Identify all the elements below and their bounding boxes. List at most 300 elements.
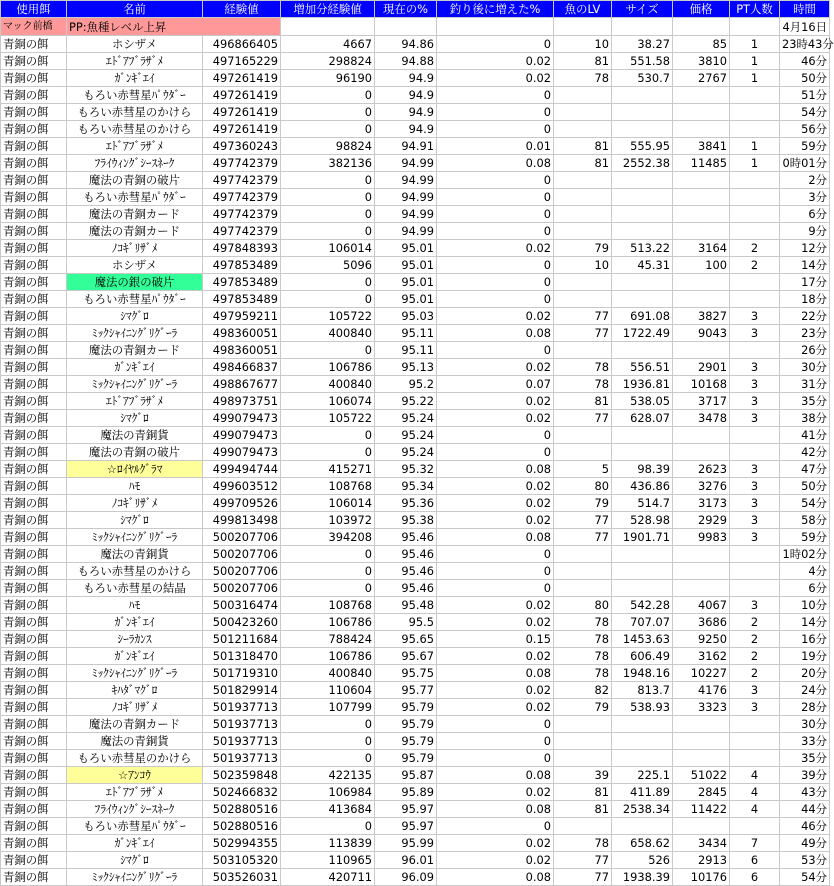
time-cell: 19分 bbox=[780, 648, 830, 665]
exp-cell: 499494744 bbox=[203, 461, 281, 478]
bait-cell: 青銅の餌 bbox=[1, 648, 67, 665]
exp-gain-cell: 420711 bbox=[281, 869, 375, 886]
size-cell: 538.93 bbox=[612, 699, 673, 716]
current-pct-cell: 95.46 bbox=[375, 529, 437, 546]
price-cell bbox=[673, 444, 730, 461]
price-cell: 10168 bbox=[673, 376, 730, 393]
current-pct-cell: 94.99 bbox=[375, 206, 437, 223]
exp-gain-cell: 98824 bbox=[281, 138, 375, 155]
table-row bbox=[1, 206, 830, 223]
time-cell: 44分 bbox=[780, 801, 830, 818]
fish-lv-cell: 10 bbox=[554, 36, 612, 53]
pct-gain-cell: 0 bbox=[437, 546, 554, 563]
time-cell: 54分 bbox=[780, 104, 830, 121]
exp-gain-cell: 0 bbox=[281, 580, 375, 597]
table-row bbox=[1, 529, 830, 546]
current-pct-cell: 95.01 bbox=[375, 291, 437, 308]
bait-cell: 青銅の餌 bbox=[1, 155, 67, 172]
exp-gain-cell: 0 bbox=[281, 546, 375, 563]
exp-cell: 501829914 bbox=[203, 682, 281, 699]
current-pct-cell: 94.99 bbox=[375, 172, 437, 189]
exp-gain-cell: 422135 bbox=[281, 767, 375, 784]
exp-cell: 498973751 bbox=[203, 393, 281, 410]
current-pct-cell: 95.99 bbox=[375, 835, 437, 852]
pt-cell bbox=[730, 121, 780, 138]
current-pct-cell: 95.46 bbox=[375, 563, 437, 580]
pt-cell: 3 bbox=[730, 512, 780, 529]
fish-lv-cell: 39 bbox=[554, 767, 612, 784]
pt-cell: 4 bbox=[730, 784, 780, 801]
time-cell: 50分 bbox=[780, 70, 830, 87]
table-row bbox=[1, 716, 830, 733]
size-cell: 526 bbox=[612, 852, 673, 869]
exp-gain-cell: 5096 bbox=[281, 257, 375, 274]
name-cell: もろい赤彗星ﾊﾟｳﾀﾞｰ bbox=[67, 87, 203, 104]
table-row bbox=[1, 376, 830, 393]
current-pct-cell: 95.01 bbox=[375, 240, 437, 257]
table-row bbox=[1, 240, 830, 257]
exp-cell: 502994355 bbox=[203, 835, 281, 852]
exp-cell: 497853489 bbox=[203, 274, 281, 291]
pct-gain-cell: 0 bbox=[437, 716, 554, 733]
exp-gain-cell: 96190 bbox=[281, 70, 375, 87]
exp-gain-cell: 110604 bbox=[281, 682, 375, 699]
pct-gain-cell: 0 bbox=[437, 342, 554, 359]
table-row bbox=[1, 138, 830, 155]
pt-cell bbox=[730, 818, 780, 835]
price-cell bbox=[673, 87, 730, 104]
current-pct-cell: 95.79 bbox=[375, 699, 437, 716]
name-cell: ホシザメ bbox=[67, 257, 203, 274]
pct-gain-cell: 0 bbox=[437, 563, 554, 580]
exp-cell: 497742379 bbox=[203, 172, 281, 189]
size-cell: 606.49 bbox=[612, 648, 673, 665]
fish-lv-cell bbox=[554, 733, 612, 750]
fish-lv-cell bbox=[554, 206, 612, 223]
time-cell: 24分 bbox=[780, 682, 830, 699]
time-cell: 54分 bbox=[780, 869, 830, 886]
name-cell: ﾉｺｷﾞﾘｻﾞﾒ bbox=[67, 699, 203, 716]
pt-cell: 1 bbox=[730, 70, 780, 87]
pct-gain-cell: 0.02 bbox=[437, 597, 554, 614]
header-row bbox=[1, 1, 830, 18]
price-cell bbox=[673, 563, 730, 580]
exp-gain-cell: 106786 bbox=[281, 359, 375, 376]
time-cell: 3分 bbox=[780, 189, 830, 206]
bait-cell: 青銅の餌 bbox=[1, 342, 67, 359]
size-cell bbox=[612, 427, 673, 444]
bait-cell: 青銅の餌 bbox=[1, 427, 67, 444]
table-row bbox=[1, 189, 830, 206]
price-cell bbox=[673, 189, 730, 206]
name-cell: もろい赤彗星の結晶 bbox=[67, 580, 203, 597]
fish-lv-cell bbox=[554, 716, 612, 733]
name-cell: もろい赤彗星のかけら bbox=[67, 750, 203, 767]
name-cell: ｼﾏｸﾞﾛ bbox=[67, 308, 203, 325]
size-cell: 514.7 bbox=[612, 495, 673, 512]
name-cell: ﾊﾓ bbox=[67, 478, 203, 495]
exp-cell: 500316474 bbox=[203, 597, 281, 614]
size-cell: 436.86 bbox=[612, 478, 673, 495]
fish-lv-cell: 77 bbox=[554, 512, 612, 529]
exp-gain-cell: 106984 bbox=[281, 784, 375, 801]
time-cell: 30分 bbox=[780, 359, 830, 376]
name-cell: 魔法の青銅の破片 bbox=[67, 444, 203, 461]
fish-lv-cell bbox=[554, 189, 612, 206]
pct-gain-cell: 0.08 bbox=[437, 665, 554, 682]
current-pct-cell: 94.9 bbox=[375, 87, 437, 104]
time-cell: 54分 bbox=[780, 495, 830, 512]
name-cell: ｼｰﾗｶﾝｽ bbox=[67, 631, 203, 648]
name-cell: ﾐｯｸｼｬｲﾆﾝｸﾞﾘｸﾞｰﾗ bbox=[67, 376, 203, 393]
fish-lv-cell: 78 bbox=[554, 631, 612, 648]
bait-cell: 青銅の餌 bbox=[1, 563, 67, 580]
exp-gain-cell: 0 bbox=[281, 444, 375, 461]
exp-cell: 497959211 bbox=[203, 308, 281, 325]
exp-cell: 500207706 bbox=[203, 580, 281, 597]
fish-lv-cell: 81 bbox=[554, 784, 612, 801]
current-pct-cell: 95.5 bbox=[375, 614, 437, 631]
current-pct-cell: 95.13 bbox=[375, 359, 437, 376]
time-cell: 35分 bbox=[780, 393, 830, 410]
time-cell: 12分 bbox=[780, 240, 830, 257]
table-row bbox=[1, 410, 830, 427]
exp-cell: 500207706 bbox=[203, 529, 281, 546]
fish-lv-cell bbox=[554, 580, 612, 597]
table-row bbox=[1, 767, 830, 784]
price-cell bbox=[673, 274, 730, 291]
pct-gain-cell: 0 bbox=[437, 36, 554, 53]
exp-gain-cell: 4667 bbox=[281, 36, 375, 53]
table-row bbox=[1, 444, 830, 461]
bait-cell: 青銅の餌 bbox=[1, 291, 67, 308]
bait-cell: 青銅の餌 bbox=[1, 393, 67, 410]
exp-cell: 501937713 bbox=[203, 750, 281, 767]
price-cell bbox=[673, 291, 730, 308]
bait-cell: 青銅の餌 bbox=[1, 206, 67, 223]
pct-gain-cell: 0 bbox=[437, 818, 554, 835]
pt-cell: 2 bbox=[730, 614, 780, 631]
bait-cell: 青銅の餌 bbox=[1, 410, 67, 427]
size-cell: 538.05 bbox=[612, 393, 673, 410]
exp-cell: 497360243 bbox=[203, 138, 281, 155]
size-cell: 2552.38 bbox=[612, 155, 673, 172]
bait-cell: 青銅の餌 bbox=[1, 325, 67, 342]
exp-gain-cell: 107799 bbox=[281, 699, 375, 716]
fish-lv-cell bbox=[554, 87, 612, 104]
current-pct-cell: 95.79 bbox=[375, 733, 437, 750]
pt-cell: 3 bbox=[730, 376, 780, 393]
pt-cell: 3 bbox=[730, 699, 780, 716]
fish-lv-cell: 5 bbox=[554, 461, 612, 478]
name-cell: ｴﾄﾞｱﾌﾞﾗｻﾞﾒ bbox=[67, 784, 203, 801]
pt-cell bbox=[730, 342, 780, 359]
current-pct-cell: 95.46 bbox=[375, 546, 437, 563]
current-pct-cell: 96.01 bbox=[375, 852, 437, 869]
price-cell bbox=[673, 104, 730, 121]
name-cell: ﾊﾓ bbox=[67, 597, 203, 614]
name-cell: ﾉｺｷﾞﾘｻﾞﾒ bbox=[67, 240, 203, 257]
exp-cell: 501937713 bbox=[203, 699, 281, 716]
pct-gain-cell: 0 bbox=[437, 580, 554, 597]
price-cell: 2845 bbox=[673, 784, 730, 801]
pct-gain-cell: 0 bbox=[437, 87, 554, 104]
pct-gain-cell: 0 bbox=[437, 291, 554, 308]
bait-cell: 青銅の餌 bbox=[1, 36, 67, 53]
name-cell: ｶﾞﾝｷﾞｴｲ bbox=[67, 70, 203, 87]
name-cell: もろい赤彗星のかけら bbox=[67, 121, 203, 138]
pt-cell: 3 bbox=[730, 359, 780, 376]
fish-lv-cell bbox=[554, 546, 612, 563]
current-pct-cell: 94.9 bbox=[375, 70, 437, 87]
price-cell: 9250 bbox=[673, 631, 730, 648]
bait-cell: 青銅の餌 bbox=[1, 529, 67, 546]
table-row bbox=[1, 427, 830, 444]
pt-cell bbox=[730, 546, 780, 563]
exp-gain-cell: 106786 bbox=[281, 648, 375, 665]
col-header-bait: 使用餌 bbox=[1, 1, 67, 18]
current-pct-cell: 95.11 bbox=[375, 325, 437, 342]
exp-cell: 501211684 bbox=[203, 631, 281, 648]
pct-gain-cell: 0.02 bbox=[437, 512, 554, 529]
exp-gain-cell: 0 bbox=[281, 223, 375, 240]
exp-gain-cell: 400840 bbox=[281, 376, 375, 393]
col-header-size: サイズ bbox=[612, 1, 673, 18]
fish-lv-cell: 78 bbox=[554, 70, 612, 87]
name-cell: ホシザメ bbox=[67, 36, 203, 53]
exp-gain-cell: 400840 bbox=[281, 665, 375, 682]
time-cell: 53分 bbox=[780, 852, 830, 869]
time-cell: 26分 bbox=[780, 342, 830, 359]
exp-cell: 498360051 bbox=[203, 342, 281, 359]
time-cell: 23分 bbox=[780, 325, 830, 342]
exp-cell: 502359848 bbox=[203, 767, 281, 784]
current-pct-cell: 95.48 bbox=[375, 597, 437, 614]
size-cell bbox=[612, 444, 673, 461]
pct-gain-cell: 0 bbox=[437, 427, 554, 444]
size-cell: 555.95 bbox=[612, 138, 673, 155]
pct-gain-cell: 0.02 bbox=[437, 393, 554, 410]
table-row bbox=[1, 818, 830, 835]
name-cell: ｼﾏｸﾞﾛ bbox=[67, 410, 203, 427]
pt-cell: 2 bbox=[730, 631, 780, 648]
exp-gain-cell: 113839 bbox=[281, 835, 375, 852]
current-pct-cell: 94.99 bbox=[375, 155, 437, 172]
time-cell: 16分 bbox=[780, 631, 830, 648]
price-cell: 4067 bbox=[673, 597, 730, 614]
bait-cell: 青銅の餌 bbox=[1, 257, 67, 274]
pt-cell bbox=[730, 172, 780, 189]
table-row bbox=[1, 478, 830, 495]
bait-cell: 青銅の餌 bbox=[1, 733, 67, 750]
exp-gain-cell: 0 bbox=[281, 189, 375, 206]
pt-cell bbox=[730, 444, 780, 461]
current-pct-cell: 95.79 bbox=[375, 750, 437, 767]
name-cell: ﾐｯｸｼｬｲﾆﾝｸﾞﾘｸﾞｰﾗ bbox=[67, 529, 203, 546]
fish-lv-cell: 77 bbox=[554, 869, 612, 886]
pt-cell bbox=[730, 291, 780, 308]
pct-gain-cell: 0.02 bbox=[437, 308, 554, 325]
name-cell: ｴﾄﾞｱﾌﾞﾗｻﾞﾒ bbox=[67, 53, 203, 70]
table-row bbox=[1, 648, 830, 665]
col-header-current-pct: 現在の% bbox=[375, 1, 437, 18]
exp-gain-cell: 106014 bbox=[281, 495, 375, 512]
time-cell: 17分 bbox=[780, 274, 830, 291]
col-header-pct-gain: 釣り後に増えた% bbox=[437, 1, 554, 18]
pt-cell: 7 bbox=[730, 835, 780, 852]
name-cell: 魔法の青銅カード bbox=[67, 206, 203, 223]
fish-lv-cell bbox=[554, 750, 612, 767]
table-row bbox=[1, 36, 830, 53]
bait-cell: 青銅の餌 bbox=[1, 274, 67, 291]
pct-gain-cell: 0.02 bbox=[437, 699, 554, 716]
pct-gain-cell: 0.02 bbox=[437, 359, 554, 376]
pt-cell: 1 bbox=[730, 53, 780, 70]
fish-lv-cell: 77 bbox=[554, 529, 612, 546]
name-cell: ｶﾞﾝｷﾞｴｲ bbox=[67, 614, 203, 631]
current-pct-cell: 95.01 bbox=[375, 257, 437, 274]
pct-gain-cell: 0 bbox=[437, 750, 554, 767]
name-cell: ﾌﾗｲｳｨﾝｸﾞｼｰｽﾈｰｸ bbox=[67, 801, 203, 818]
time-cell: 58分 bbox=[780, 512, 830, 529]
pt-cell: 3 bbox=[730, 495, 780, 512]
exp-cell: 499079473 bbox=[203, 410, 281, 427]
fish-lv-cell bbox=[554, 291, 612, 308]
exp-gain-cell: 0 bbox=[281, 427, 375, 444]
name-cell: もろい赤彗星のかけら bbox=[67, 104, 203, 121]
current-pct-cell: 95.97 bbox=[375, 801, 437, 818]
time-cell: 0時01分 bbox=[780, 155, 830, 172]
price-cell: 10176 bbox=[673, 869, 730, 886]
current-pct-cell: 95.67 bbox=[375, 648, 437, 665]
exp-cell: 498867677 bbox=[203, 376, 281, 393]
table-row bbox=[1, 461, 830, 478]
exp-cell: 498466837 bbox=[203, 359, 281, 376]
pt-cell bbox=[730, 274, 780, 291]
col-header-exp: 経験値 bbox=[203, 1, 281, 18]
name-cell: もろい赤彗星ﾊﾟｳﾀﾞｰ bbox=[67, 291, 203, 308]
table-row bbox=[1, 801, 830, 818]
price-cell: 2913 bbox=[673, 852, 730, 869]
exp-gain-cell: 0 bbox=[281, 750, 375, 767]
price-cell: 3810 bbox=[673, 53, 730, 70]
pct-gain-cell: 0 bbox=[437, 733, 554, 750]
name-cell: ☆ﾛｲﾔﾙｸﾞﾗﾏ bbox=[67, 461, 203, 478]
pt-cell: 3 bbox=[730, 529, 780, 546]
pct-gain-cell: 0.02 bbox=[437, 495, 554, 512]
current-pct-cell: 94.9 bbox=[375, 104, 437, 121]
table-row bbox=[1, 87, 830, 104]
table-row bbox=[1, 563, 830, 580]
exp-gain-cell: 0 bbox=[281, 206, 375, 223]
exp-cell: 501937713 bbox=[203, 716, 281, 733]
bait-cell: 青銅の餌 bbox=[1, 512, 67, 529]
exp-gain-cell: 105722 bbox=[281, 410, 375, 427]
bait-cell: 青銅の餌 bbox=[1, 240, 67, 257]
pct-gain-cell: 0.02 bbox=[437, 648, 554, 665]
fish-lv-cell bbox=[554, 223, 612, 240]
size-cell: 530.7 bbox=[612, 70, 673, 87]
time-cell: 10分 bbox=[780, 597, 830, 614]
size-cell bbox=[612, 274, 673, 291]
col-header-name: 名前 bbox=[67, 1, 203, 18]
current-pct-cell: 95.24 bbox=[375, 444, 437, 461]
bait-cell: 青銅の餌 bbox=[1, 869, 67, 886]
pt-cell: 3 bbox=[730, 597, 780, 614]
exp-gain-cell: 0 bbox=[281, 818, 375, 835]
time-cell: 22分 bbox=[780, 308, 830, 325]
size-cell bbox=[612, 818, 673, 835]
price-cell bbox=[673, 716, 730, 733]
exp-cell: 500207706 bbox=[203, 546, 281, 563]
bait-cell: 青銅の餌 bbox=[1, 359, 67, 376]
table-row bbox=[1, 121, 830, 138]
pt-cell: 4 bbox=[730, 767, 780, 784]
name-cell: 魔法の青銅貨 bbox=[67, 733, 203, 750]
pct-gain-cell: 0 bbox=[437, 189, 554, 206]
exp-gain-cell: 110965 bbox=[281, 852, 375, 869]
time-cell: 14分 bbox=[780, 614, 830, 631]
price-cell: 10227 bbox=[673, 665, 730, 682]
price-cell: 2623 bbox=[673, 461, 730, 478]
pt-cell bbox=[730, 104, 780, 121]
bait-cell: 青銅の餌 bbox=[1, 784, 67, 801]
current-pct-cell: 95.38 bbox=[375, 512, 437, 529]
name-cell: 魔法の青銅貨 bbox=[67, 546, 203, 563]
table-row bbox=[1, 172, 830, 189]
time-cell: 28分 bbox=[780, 699, 830, 716]
exp-cell: 497848393 bbox=[203, 240, 281, 257]
fish-lv-cell: 81 bbox=[554, 53, 612, 70]
pt-cell: 3 bbox=[730, 478, 780, 495]
name-cell: ☆ｱﾝｺｳ bbox=[67, 767, 203, 784]
fish-lv-cell bbox=[554, 121, 612, 138]
exp-cell: 497853489 bbox=[203, 257, 281, 274]
price-cell: 9043 bbox=[673, 325, 730, 342]
bait-cell: 青銅の餌 bbox=[1, 716, 67, 733]
current-pct-cell: 94.9 bbox=[375, 121, 437, 138]
bait-cell: 青銅の餌 bbox=[1, 461, 67, 478]
table-row bbox=[1, 104, 830, 121]
size-cell bbox=[612, 206, 673, 223]
name-cell: ｷﾊﾀﾞﾏｸﾞﾛ bbox=[67, 682, 203, 699]
price-cell: 85 bbox=[673, 36, 730, 53]
pt-cell: 4 bbox=[730, 801, 780, 818]
table-row bbox=[1, 580, 830, 597]
table-row bbox=[1, 750, 830, 767]
exp-cell: 496866405 bbox=[203, 36, 281, 53]
pct-gain-cell: 0 bbox=[437, 206, 554, 223]
fish-lv-cell bbox=[554, 427, 612, 444]
size-cell: 1722.49 bbox=[612, 325, 673, 342]
pt-cell: 1 bbox=[730, 138, 780, 155]
pt-cell: 6 bbox=[730, 869, 780, 886]
pt-cell: 1 bbox=[730, 155, 780, 172]
size-cell: 628.07 bbox=[612, 410, 673, 427]
bait-cell: 青銅の餌 bbox=[1, 818, 67, 835]
size-cell: 513.22 bbox=[612, 240, 673, 257]
place-cell: マック前橋 bbox=[1, 18, 67, 36]
size-cell bbox=[612, 716, 673, 733]
pct-gain-cell: 0.01 bbox=[437, 138, 554, 155]
bait-cell: 青銅の餌 bbox=[1, 172, 67, 189]
time-cell: 30分 bbox=[780, 716, 830, 733]
exp-gain-cell: 0 bbox=[281, 563, 375, 580]
pt-cell bbox=[730, 733, 780, 750]
fish-lv-cell: 79 bbox=[554, 495, 612, 512]
table-row bbox=[1, 733, 830, 750]
exp-cell: 497261419 bbox=[203, 70, 281, 87]
